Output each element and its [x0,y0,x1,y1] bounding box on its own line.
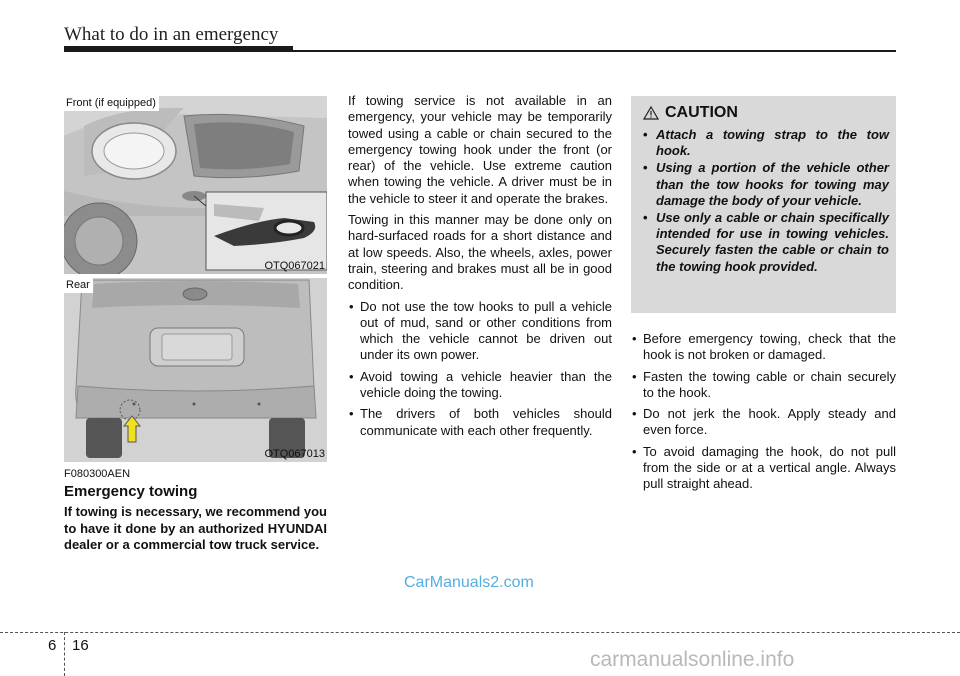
caution-box [631,96,896,313]
page-header-title: What to do in an emergency [64,24,279,45]
list-item: • Fasten the towing cable or chain securely to the hook. [631,369,896,402]
footer-rule [0,632,960,633]
paragraph: Towing in this manner may be done only on hard-surfaced roads for a short distance and at low speeds. Also, the wheels, axles, power train, steering and brakes must all be in good condition. [348,212,612,293]
list-item: • Attach a towing strap to the tow hook. [641,127,889,159]
rear-tow-hook-figure [64,278,327,462]
rear-car-illustration [64,278,327,462]
middle-column [348,93,612,444]
section-code: F080300AEN [64,468,131,480]
list-item: • Using a portion of the vehicle other than the tow hooks for towing may damage the body of your vehicle. [641,160,889,209]
section-number: 6 [48,637,57,654]
rear-figure-label: Rear [64,278,93,293]
list-item: • Do not use the tow hooks to pull a vehicle out of mud, sand or other conditions from which the vehicle cannot be driven out under its own power. [348,299,612,364]
page-number: 16 [72,637,89,654]
list-item: • Before emergency towing, check that the hook is not broken or damaged. [631,331,896,364]
right-column [631,331,896,498]
right-bullet-list [631,331,896,493]
site-watermark: carmanualsonline.info [590,648,795,671]
middle-bullet-list [348,299,612,439]
front-tow-hook-figure [64,96,327,274]
list-item: • Do not jerk the hook. Apply steady and even force. [631,406,896,439]
section-intro: If towing is necessary, we recommend you to have it done by an authorized HYUNDAI dealer or a commercial tow truck service. [64,504,327,552]
list-item: • Use only a cable or chain specifically intended for use in towing vehicles. Securely fasten the cable or chain to the towing hook provided. [641,210,889,275]
front-figure-code: OTQ067021 [264,260,325,272]
footer-divider [64,632,65,676]
list-item: • The drivers of both vehicles should communicate with each other frequently. [348,406,612,439]
paragraph: If towing service is not available in an emergency, your vehicle may be temporarily towed using a cable or chain secured to the emergency towing hook under the front (or rear) of the vehicle. Use extreme caution when towing the vehicle. A driver must be in the vehicle to steer it and operate the brakes. [348,93,612,206]
warning-triangle-icon [643,106,659,120]
list-item: • Avoid towing a vehicle heavier than the vehicle doing the towing. [348,369,612,402]
front-figure-label: Front (if equipped) [64,96,159,111]
rear-figure-code: OTQ067013 [264,448,325,460]
caution-title: CAUTION [665,104,738,121]
caution-list [641,127,889,276]
list-item: • To avoid damaging the hook, do not pull from the side or at a vertical angle. Always pull straight ahead. [631,444,896,493]
caution-heading [643,104,738,122]
header-rule [64,50,896,52]
watermark-link[interactable]: CarManuals2.com [404,574,534,591]
section-heading: Emergency towing [64,483,198,500]
front-car-illustration [64,96,327,274]
